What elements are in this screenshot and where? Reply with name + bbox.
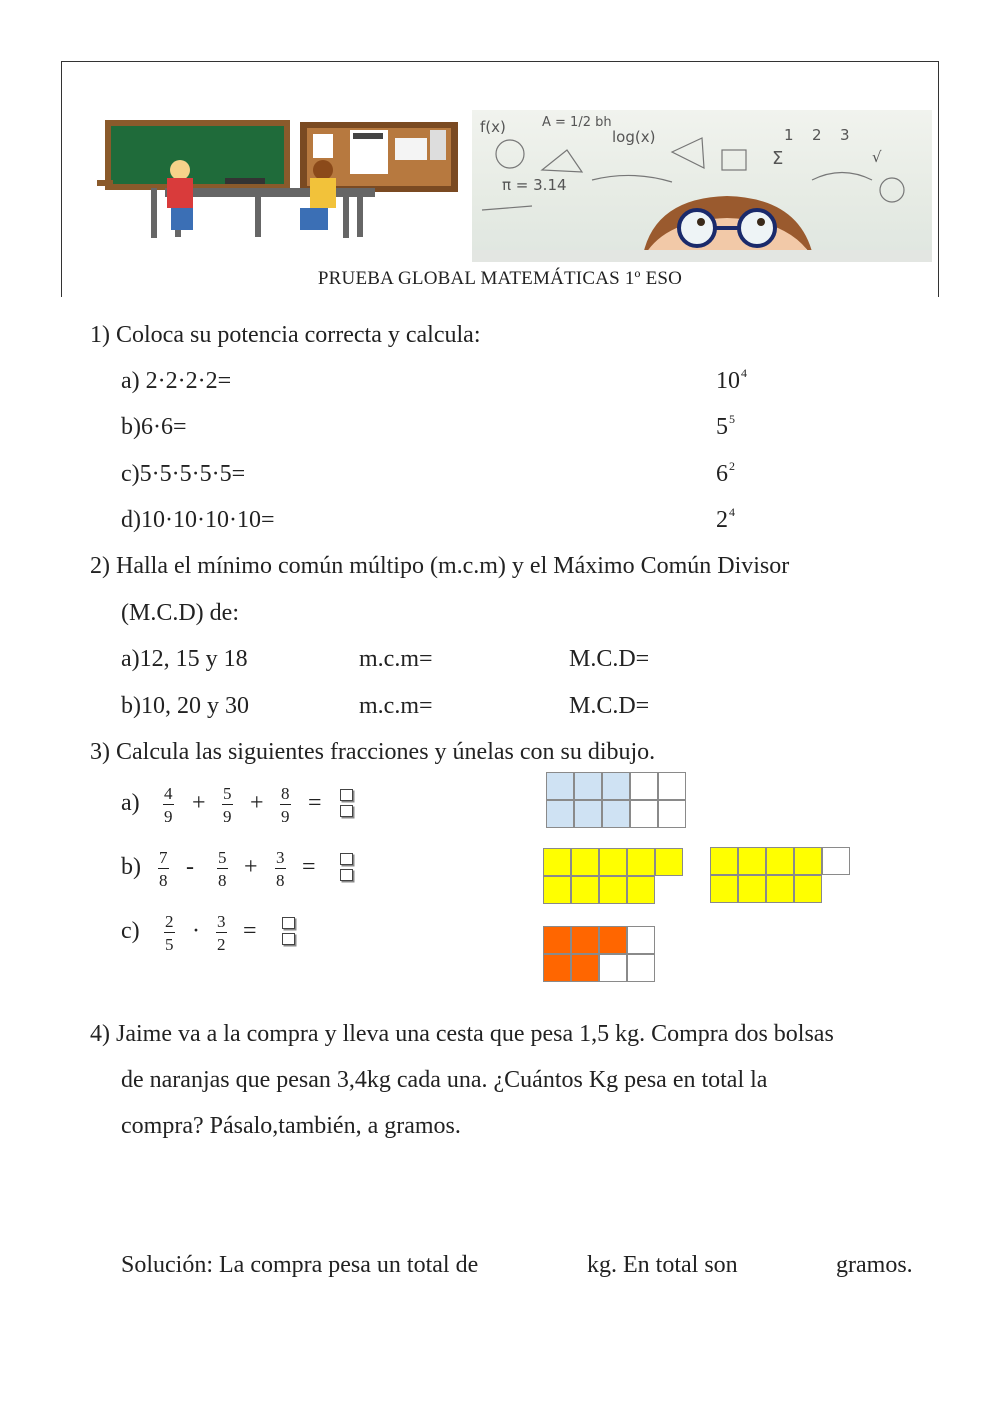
- drawing-cell: [766, 875, 794, 903]
- q1-item-c: c)5·5·5·5·5=: [121, 461, 246, 487]
- q3b-fraction-2: $\frac{5}{8}$: [218, 848, 227, 890]
- q1-power-b[interactable]: $5^5$: [716, 412, 735, 440]
- svg-text:1: 1: [784, 126, 794, 144]
- drawing-cell: [710, 847, 738, 875]
- drawing-cell: [627, 848, 655, 876]
- q3c-label: c): [121, 918, 140, 944]
- drawing-cell: [571, 848, 599, 876]
- drawing-orange-grid[interactable]: [543, 926, 655, 982]
- svg-text:A = 1/2 bh: A = 1/2 bh: [542, 115, 612, 130]
- q4-line3: compra? Pásalo,también, a gramos.: [121, 1113, 461, 1139]
- q3b-op-1: -: [186, 854, 194, 880]
- q2-prompt-line1: 2) Halla el mínimo común múltipo (m.c.m) y el Máximo Común Divisor: [90, 553, 790, 579]
- q2-mcm-b[interactable]: m.c.m=: [359, 693, 433, 719]
- svg-text:f(x): f(x): [480, 118, 506, 136]
- drawing-cell: [658, 800, 686, 828]
- q3b-answer-box[interactable]: [340, 853, 353, 881]
- q3a-label: a): [121, 790, 140, 816]
- q4-solution-part2: kg. En total son: [587, 1252, 738, 1278]
- drawing-cell: [574, 772, 602, 800]
- q3a-op-1: +: [192, 790, 206, 816]
- q3b-fraction-1: $\frac{7}{8}$: [159, 848, 168, 890]
- drawing-blue-grid[interactable]: [546, 772, 686, 828]
- drawing-cell: [738, 875, 766, 903]
- drawing-cell: [794, 875, 822, 903]
- q3c-answer-box[interactable]: [282, 917, 295, 945]
- drawing-cell: [599, 876, 627, 904]
- q3c-fraction-2: $\frac{3}{2}$: [217, 912, 226, 954]
- q2-prompt-line2: (M.C.D) de:: [121, 600, 239, 626]
- drawing-cell: [571, 876, 599, 904]
- drawing-cell: [599, 954, 627, 982]
- drawing-cell: [738, 847, 766, 875]
- q1-item-d: d)10·10·10·10=: [121, 507, 275, 533]
- drawing-cell: [766, 847, 794, 875]
- q3a-fraction-2: $\frac{5}{9}$: [223, 784, 232, 826]
- svg-text:3: 3: [840, 126, 850, 144]
- q1-item-b: b)6·6=: [121, 414, 187, 440]
- drawing-cell: [571, 954, 599, 982]
- drawing-cell: [571, 926, 599, 954]
- math-girl-illustration: [472, 110, 932, 262]
- q2-item-a: a)12, 15 y 18: [121, 646, 248, 672]
- exam-title: PRUEBA GLOBAL MATEMÁTICAS 1º ESO: [317, 268, 683, 289]
- q3b-op-2: +: [244, 854, 258, 880]
- q3b-equals: =: [302, 854, 316, 880]
- q3b-label: b): [121, 854, 141, 880]
- q1-prompt: 1) Coloca su potencia correcta y calcula:: [90, 322, 481, 348]
- drawing-cell: [627, 876, 655, 904]
- q4-solution-part3: gramos.: [836, 1252, 913, 1278]
- svg-text:log(x): log(x): [612, 128, 656, 146]
- q2-mcm-a[interactable]: m.c.m=: [359, 646, 433, 672]
- q3c-fraction-1: $\frac{2}{5}$: [165, 912, 174, 954]
- q2-mcd-b[interactable]: M.C.D=: [569, 693, 650, 719]
- q3c-op-1: ·: [192, 918, 200, 944]
- drawing-cell: [627, 954, 655, 982]
- math-scribbles: [472, 110, 932, 262]
- q1-power-a[interactable]: $10^4$: [716, 366, 747, 394]
- drawing-cell: [822, 847, 850, 875]
- drawing-cell: [602, 772, 630, 800]
- q4-line2: de naranjas que pesan 3,4kg cada una. ¿Cuántos Kg pesa en total la: [121, 1067, 768, 1093]
- drawing-yellow-grid-left[interactable]: [543, 848, 683, 904]
- svg-text:π = 3.14: π = 3.14: [502, 176, 567, 194]
- q3a-equals: =: [308, 790, 322, 816]
- drawing-cell: [546, 800, 574, 828]
- q1-power-c[interactable]: $6^2$: [716, 459, 735, 487]
- q4-solution-part1: Solución: La compra pesa un total de: [121, 1252, 479, 1278]
- q3a-fraction-3: $\frac{8}{9}$: [281, 784, 290, 826]
- drawing-cell: [794, 847, 822, 875]
- drawing-yellow-grid-right[interactable]: [710, 847, 850, 903]
- svg-text:2: 2: [812, 126, 822, 144]
- q4-line1: 4) Jaime va a la compra y lleva una cesta que pesa 1,5 kg. Compra dos bolsas: [90, 1021, 834, 1047]
- q2-item-b: b)10, 20 y 30: [121, 693, 249, 719]
- drawing-cell: [630, 772, 658, 800]
- svg-text:Σ: Σ: [772, 148, 784, 169]
- drawing-cell: [630, 800, 658, 828]
- drawing-cell: [599, 926, 627, 954]
- drawing-cell: [546, 772, 574, 800]
- drawing-cell: [710, 875, 738, 903]
- q1-item-a: a) 2·2·2·2=: [121, 368, 232, 394]
- drawing-cell: [599, 848, 627, 876]
- drawing-cell: [574, 800, 602, 828]
- drawing-cell: [543, 876, 571, 904]
- q2-mcd-a[interactable]: M.C.D=: [569, 646, 650, 672]
- drawing-cell: [543, 954, 571, 982]
- q3a-op-2: +: [250, 790, 264, 816]
- q1-power-d[interactable]: $2^4$: [716, 505, 735, 533]
- drawing-cell: [655, 848, 683, 876]
- drawing-cell: [602, 800, 630, 828]
- drawing-cell: [543, 926, 571, 954]
- q3b-fraction-3: $\frac{3}{8}$: [276, 848, 285, 890]
- q3a-answer-box[interactable]: [340, 789, 353, 817]
- svg-text:√: √: [872, 148, 882, 166]
- q3-prompt: 3) Calcula las siguientes fracciones y únelas con su dibujo.: [90, 739, 656, 765]
- drawing-cell: [658, 772, 686, 800]
- drawing-cell: [543, 848, 571, 876]
- q3c-equals: =: [243, 918, 257, 944]
- drawing-cell: [627, 926, 655, 954]
- classroom-illustration: [95, 118, 460, 243]
- q3a-fraction-1: $\frac{4}{9}$: [164, 784, 173, 826]
